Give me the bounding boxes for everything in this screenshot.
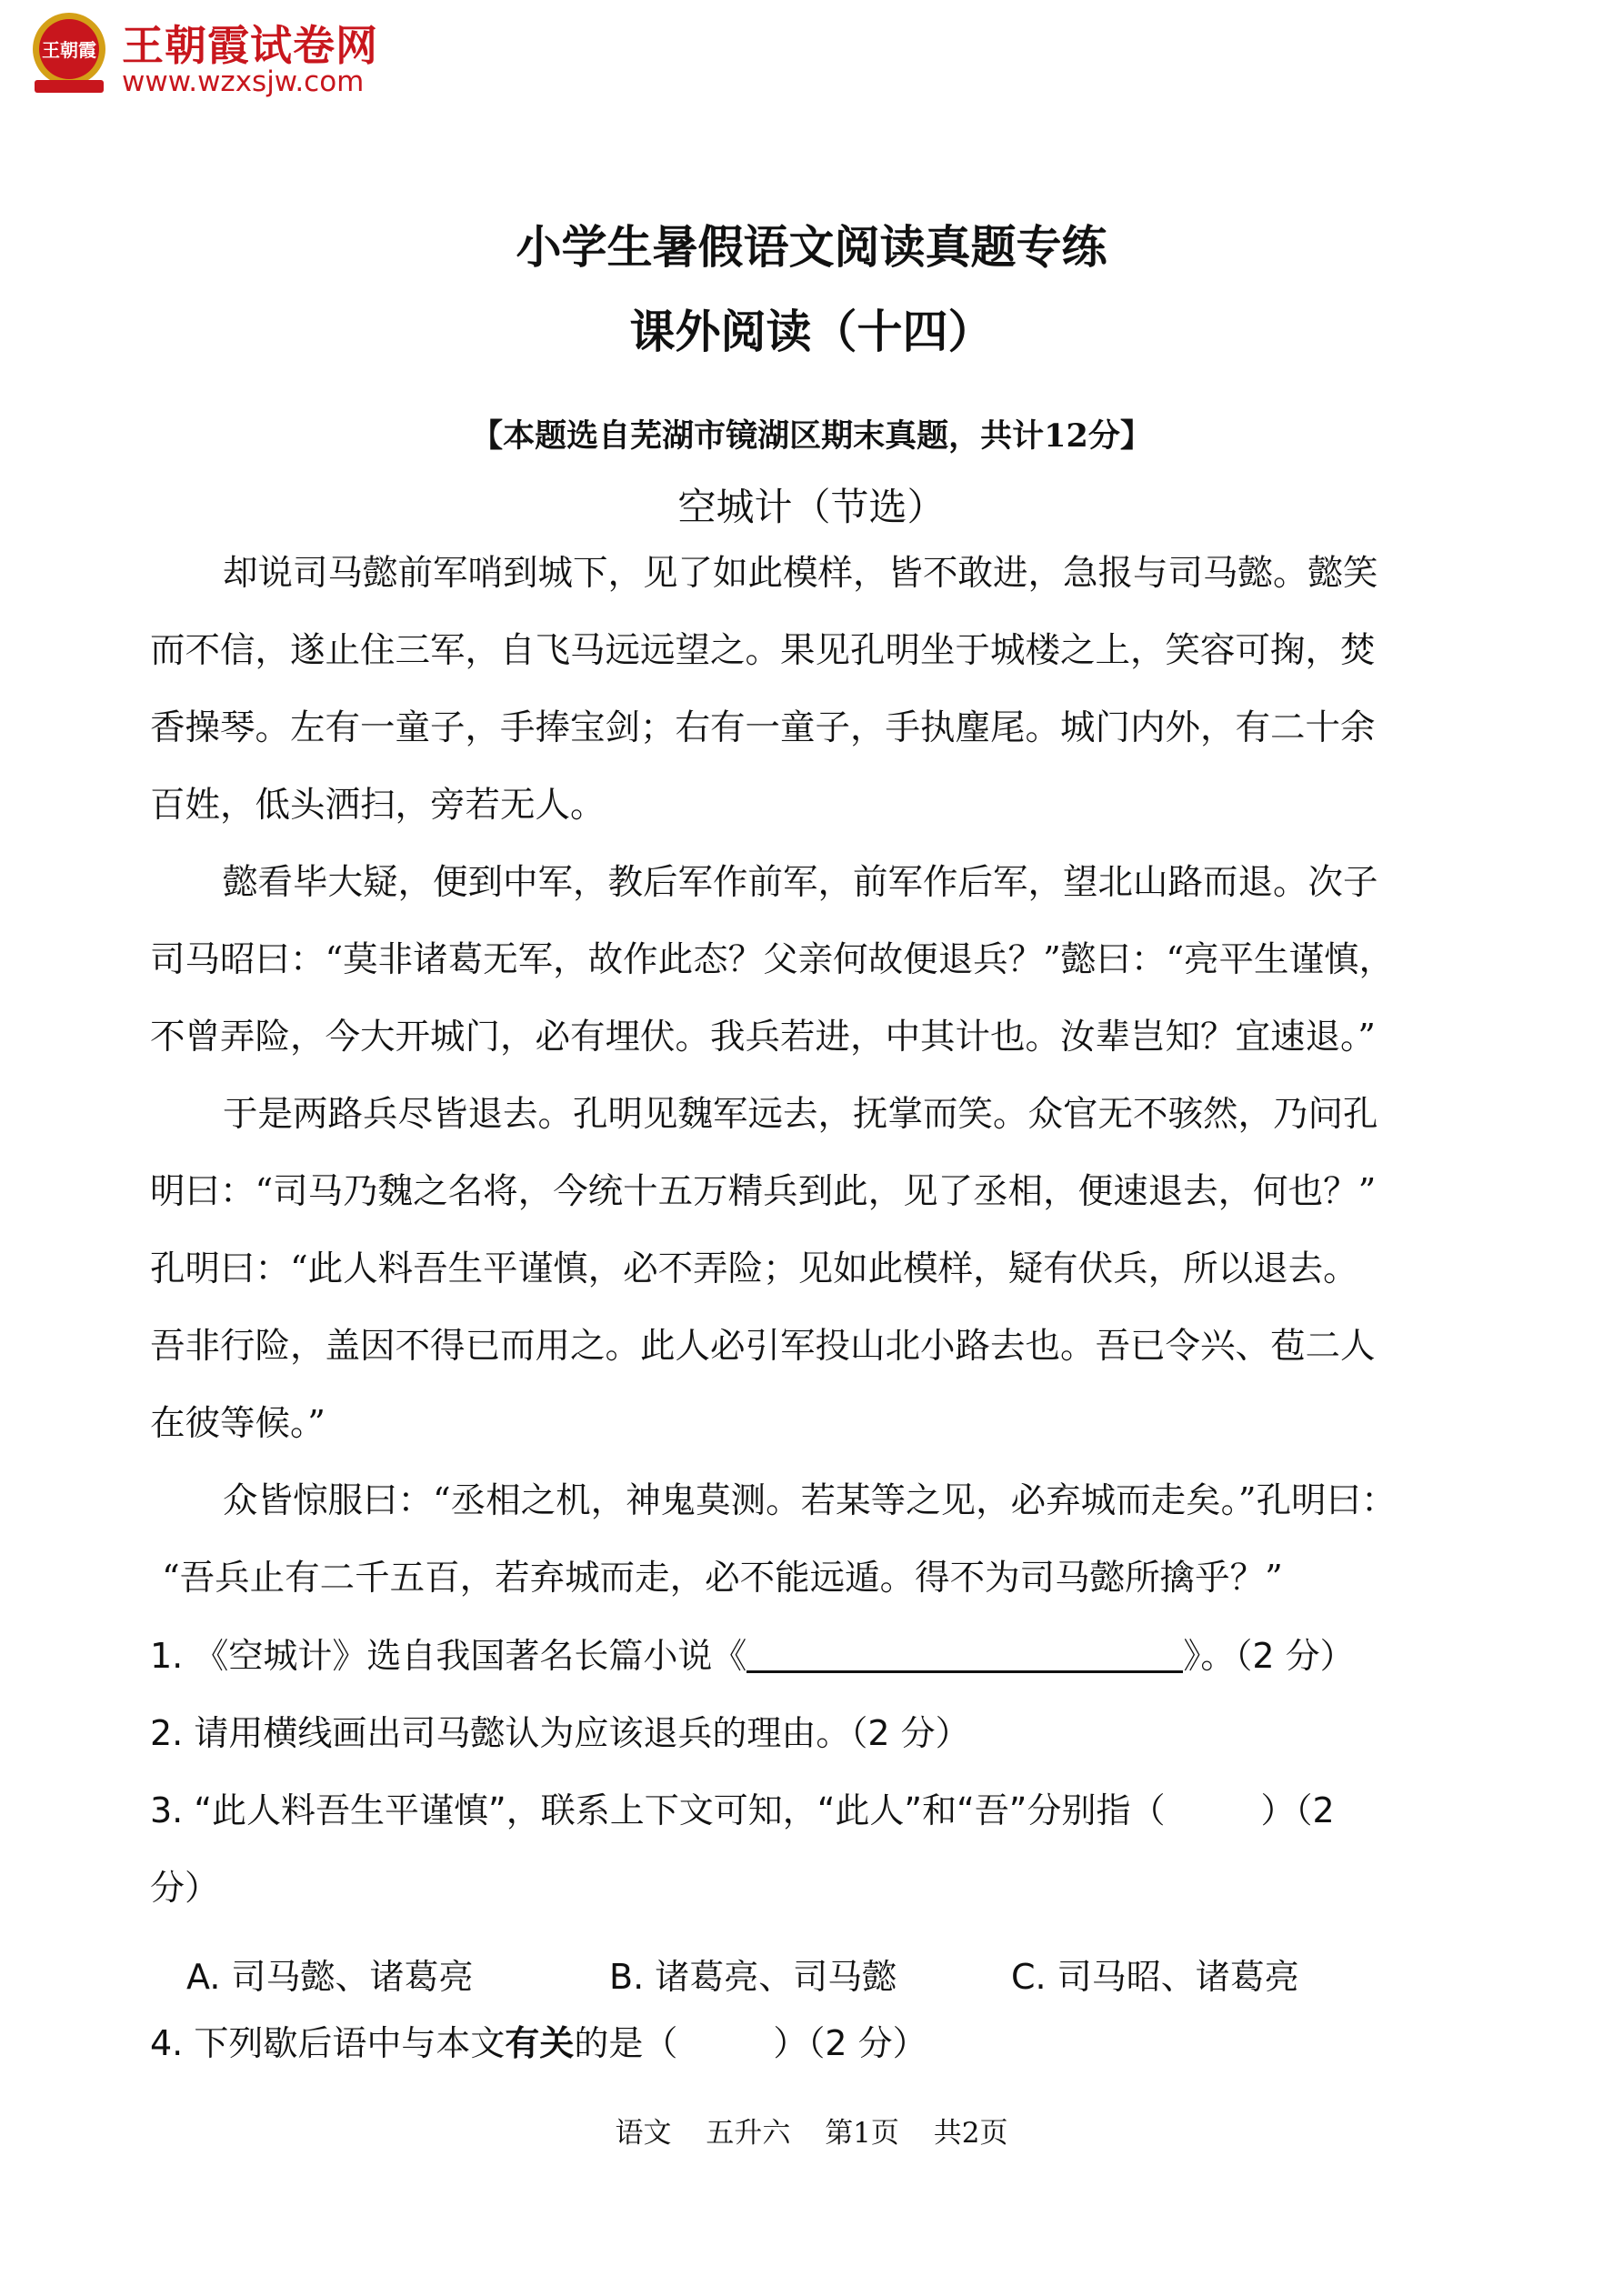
emphasis-text: 有关 bbox=[505, 2023, 575, 2063]
option-a[interactable]: A. 司马懿、诸葛亮 bbox=[186, 1957, 474, 1997]
passage-line: 司马昭曰：“莫非诸葛无军，故作此态？父亲何故便退兵？”懿曰：“亮平生谨慎， bbox=[150, 939, 1395, 980]
footer-page: 第1页 bbox=[825, 2117, 899, 2150]
footer-grade: 五升六 bbox=[706, 2117, 791, 2150]
brand-url[interactable]: www.wzxsjw.com bbox=[122, 65, 365, 98]
passage-line: 众皆惊服曰：“丞相之机，神鬼莫测。若某等之见，必弃城而走矣。”孔明曰： bbox=[223, 1480, 1397, 1521]
passage-line: 香操琴。左有一童子，手捧宝剑；右有一童子，手执麈尾。城门内外，有二十余 bbox=[150, 707, 1376, 748]
question-3-cont: 分） bbox=[150, 1868, 220, 1908]
passage-line: 孔明曰：“此人料吾生平谨慎，必不弄险；见如此模样，疑有伏兵，所以退去。 bbox=[150, 1248, 1358, 1289]
source-note: 【本题选自芜湖市镜湖区期末真题，共计12分】 bbox=[471, 417, 1152, 455]
brand-name: 王朝霞试卷网 bbox=[122, 21, 378, 70]
page-subtitle: 课外阅读（十四） bbox=[629, 306, 994, 358]
option-c[interactable]: C. 司马昭、诸葛亮 bbox=[1011, 1957, 1299, 1997]
passage-line: 百姓，低头洒扫，旁若无人。 bbox=[150, 785, 606, 826]
brand-logo bbox=[25, 9, 407, 109]
question-4: 4. 下列歇后语中与本文有关的是（ ）（2 分） bbox=[150, 2023, 927, 2063]
passage-line: 懿看毕大疑，便到中军，教后军作前军，前军作后军，望北山路而退。次子 bbox=[223, 862, 1378, 903]
passage-line: 却说司马懿前军哨到城下，见了如此模样，皆不敢进，急报与司马懿。懿笑 bbox=[223, 553, 1378, 594]
footer-total: 共2页 bbox=[933, 2117, 1008, 2150]
question-3: 3. “此人料吾生平谨慎”，联系上下文可知，“此人”和“吾”分别指（ ）（2 bbox=[150, 1790, 1335, 1830]
answer-blank[interactable] bbox=[746, 1639, 1183, 1673]
seal-icon bbox=[25, 9, 113, 96]
option-b[interactable]: B. 诸葛亮、司马懿 bbox=[609, 1957, 897, 1997]
page-title: 小学生暑假语文阅读真题专练 bbox=[516, 221, 1107, 274]
passage-line: 在彼等候。” bbox=[150, 1403, 326, 1444]
question-2: 2. 请用横线画出司马懿认为应该退兵的理由。（2 分） bbox=[150, 1713, 970, 1753]
passage-line: 明曰：“司马乃魏之名将，今统十五万精兵到此，见了丞相，便速退去，何也？” bbox=[150, 1171, 1377, 1212]
passage-title: 空城计（节选） bbox=[677, 485, 946, 529]
passage-line: 吾非行险，盖因不得已而用之。此人必引军投山北小路去也。吾已令兴、苞二人 bbox=[150, 1326, 1376, 1367]
passage-line: 而不信，遂止住三军，自飞马远远望之。果见孔明坐于城楼之上，笑容可掬，焚 bbox=[150, 630, 1376, 671]
page-footer bbox=[0, 2110, 1623, 2151]
passage-line: 不曾弄险，今大开城门，必有埋伏。我兵若进，中其计也。汝辈岂知？宜速退。” bbox=[150, 1017, 1376, 1058]
passage-line: “吾兵止有二千五百，若弃城而走，必不能远遁。得不为司马懿所擒乎？” bbox=[162, 1558, 1283, 1599]
svg-text:王朝霞: 王朝霞 bbox=[42, 39, 96, 61]
passage-line: 于是两路兵尽皆退去。孔明见魏军远去，抚掌而笑。众官无不骇然，乃问孔 bbox=[223, 1094, 1378, 1135]
question-1: 1. 《空城计》选自我国著名长篇小说《 》。（2 分） bbox=[150, 1636, 1355, 1676]
footer-subject: 语文 bbox=[615, 2117, 672, 2150]
